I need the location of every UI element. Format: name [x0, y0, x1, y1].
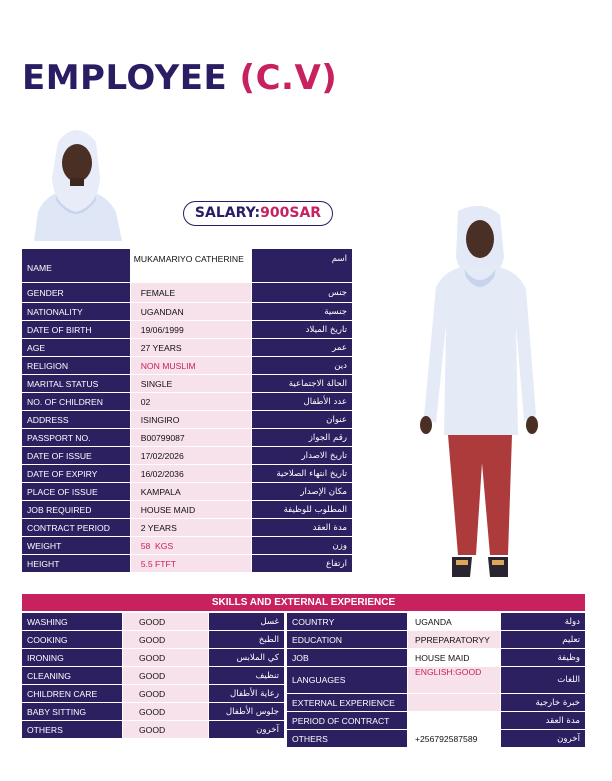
field-label: AGE — [22, 339, 131, 356]
field-value: 02 — [131, 393, 253, 410]
field-label: PLACE OF ISSUE — [22, 483, 131, 500]
table-row — [22, 613, 284, 630]
field-label: PASSPORT NO. — [22, 429, 131, 446]
skill-label: CLEANING — [22, 667, 123, 684]
skill-level: GOOD — [123, 721, 209, 738]
field-value: 27 YEARS — [131, 339, 253, 356]
table-row — [22, 501, 352, 518]
skill-level: GOOD — [123, 649, 209, 666]
personal-info-table — [22, 248, 352, 573]
table-row — [287, 649, 585, 666]
table-row — [22, 303, 352, 320]
table-row — [22, 375, 352, 392]
skills-table — [22, 612, 284, 739]
field-value: NON MUSLIM — [131, 357, 253, 374]
field-label-arabic: دين — [252, 357, 352, 374]
field-label: WEIGHT — [22, 537, 131, 554]
salary-value: 900SAR — [260, 205, 322, 221]
table-row — [22, 537, 352, 554]
table-row — [287, 730, 585, 747]
skill-level: GOOD — [123, 613, 209, 630]
skill-level: GOOD — [123, 703, 209, 720]
skill-label-arabic: كي الملابس — [209, 649, 284, 666]
field-value: UGANDAN — [131, 303, 253, 320]
skill-label: BABY SITTING — [22, 703, 123, 720]
table-row — [22, 249, 352, 282]
page-title — [22, 58, 337, 98]
field-value: 58 KGS — [131, 537, 253, 554]
detail-label: LANGUAGES — [287, 667, 408, 693]
portrait-photo — [24, 120, 128, 241]
table-row — [22, 685, 284, 702]
skill-label-arabic: رعاية الأطفال — [209, 685, 284, 702]
table-row — [22, 703, 284, 720]
detail-label: COUNTRY — [287, 613, 408, 630]
field-label: NAME — [22, 249, 131, 282]
field-label: MARITAL STATUS — [22, 375, 131, 392]
table-row — [22, 429, 352, 446]
detail-label-arabic: اللغات — [501, 667, 585, 693]
field-value: SINGLE — [131, 375, 253, 392]
skill-label: COOKING — [22, 631, 123, 648]
table-row — [22, 519, 352, 536]
detail-label: JOB — [287, 649, 408, 666]
field-value: 5.5 FTFT — [131, 555, 253, 572]
skill-label-arabic: غسل — [209, 613, 284, 630]
detail-label-arabic: دولة — [501, 613, 585, 630]
field-value: KAMPALA — [131, 483, 253, 500]
detail-label: PERIOD OF CONTRACT — [287, 712, 408, 729]
table-row — [22, 667, 284, 684]
field-value: FEMALE — [131, 283, 253, 302]
field-label: ADDRESS — [22, 411, 131, 428]
table-row — [22, 555, 352, 572]
detail-value: +256792587589 — [408, 730, 501, 747]
field-label: GENDER — [22, 283, 131, 302]
field-label: RELIGION — [22, 357, 131, 374]
field-label: HEIGHT — [22, 555, 131, 572]
detail-value — [408, 712, 501, 729]
detail-label-arabic: مدة العقد — [501, 712, 585, 729]
field-label: JOB REQUIRED — [22, 501, 131, 518]
field-label-arabic: المطلوب للوظيفة — [252, 501, 352, 518]
field-label-arabic: الحالة الاجتماعية — [252, 375, 352, 392]
skills-section-header: SKILLS AND EXTERNAL EXPERIENCE — [22, 594, 585, 611]
table-row — [22, 483, 352, 500]
skill-label: IRONING — [22, 649, 123, 666]
field-label: NO. OF CHILDREN — [22, 393, 131, 410]
field-label-arabic: تاريخ انتهاء الصلاحية — [252, 465, 352, 482]
detail-label-arabic: خبرة خارجية — [501, 694, 585, 711]
field-label-arabic: ارتفاع — [252, 555, 352, 572]
field-label-arabic: جنس — [252, 283, 352, 302]
title-main: EMPLOYEE — [22, 58, 228, 98]
skill-level: GOOD — [123, 667, 209, 684]
field-value: B00799087 — [131, 429, 253, 446]
field-value: 19/06/1999 — [131, 321, 253, 338]
field-label-arabic: رقم الجواز — [252, 429, 352, 446]
detail-value: ENGLISH:GOOD — [408, 667, 501, 693]
detail-label: OTHERS — [287, 730, 408, 747]
field-label-arabic: جنسية — [252, 303, 352, 320]
salary-badge — [183, 201, 333, 226]
field-label-arabic: عمر — [252, 339, 352, 356]
field-label-arabic: عنوان — [252, 411, 352, 428]
table-row — [22, 339, 352, 356]
title-accent: (C.V) — [239, 58, 338, 98]
field-label-arabic: اسم — [252, 249, 352, 282]
field-value: 17/02/2026 — [131, 447, 253, 464]
detail-value: HOUSE MAID — [408, 649, 501, 666]
table-row — [22, 465, 352, 482]
field-value: 2 YEARS — [131, 519, 253, 536]
field-label: DATE OF EXPIRY — [22, 465, 131, 482]
table-row — [287, 712, 585, 729]
field-value: MUKAMARIYO CATHERINE — [131, 249, 253, 282]
field-label-arabic: عدد الأطفال — [252, 393, 352, 410]
detail-label: EDUCATION — [287, 631, 408, 648]
field-label-arabic: تاريخ الميلاد — [252, 321, 352, 338]
detail-value: PPREPARATORYY — [408, 631, 501, 648]
full-length-photo — [420, 205, 540, 581]
field-label: CONTRACT PERIOD — [22, 519, 131, 536]
field-value: ISINGIRO — [131, 411, 253, 428]
table-row — [22, 721, 284, 738]
salary-label: SALARY: — [194, 205, 261, 221]
table-row — [22, 321, 352, 338]
table-row — [287, 631, 585, 648]
table-row — [287, 613, 585, 630]
detail-label-arabic: تعليم — [501, 631, 585, 648]
table-row — [22, 447, 352, 464]
detail-label-arabic: وظيفة — [501, 649, 585, 666]
skill-label: CHILDREN CARE — [22, 685, 123, 702]
table-row — [287, 694, 585, 711]
detail-value — [408, 694, 501, 711]
field-value: HOUSE MAID — [131, 501, 253, 518]
skill-label-arabic: الطبخ — [209, 631, 284, 648]
detail-label: EXTERNAL EXPERIENCE — [287, 694, 408, 711]
field-label-arabic: وزن — [252, 537, 352, 554]
skill-label-arabic: تنظيف — [209, 667, 284, 684]
field-label-arabic: تاريخ الاصدار — [252, 447, 352, 464]
experience-table — [287, 612, 585, 748]
table-row — [22, 357, 352, 374]
skill-level: GOOD — [123, 631, 209, 648]
skill-label: WASHING — [22, 613, 123, 630]
skill-label-arabic: جلوس الأطفال — [209, 703, 284, 720]
table-row — [22, 649, 284, 666]
table-row — [287, 667, 585, 693]
field-label-arabic: مدة العقد — [252, 519, 352, 536]
field-label: DATE OF BIRTH — [22, 321, 131, 338]
detail-value: UGANDA — [408, 613, 501, 630]
field-value: 16/02/2036 — [131, 465, 253, 482]
table-row — [22, 393, 352, 410]
skill-label: OTHERS — [22, 721, 123, 738]
field-label: NATIONALITY — [22, 303, 131, 320]
table-row — [22, 283, 352, 302]
field-label-arabic: مكان الإصدار — [252, 483, 352, 500]
field-label: DATE OF ISSUE — [22, 447, 131, 464]
table-row — [22, 411, 352, 428]
skill-level: GOOD — [123, 685, 209, 702]
skill-label-arabic: آخرون — [209, 721, 284, 738]
table-row — [22, 631, 284, 648]
detail-label-arabic: آخرون — [501, 730, 585, 747]
